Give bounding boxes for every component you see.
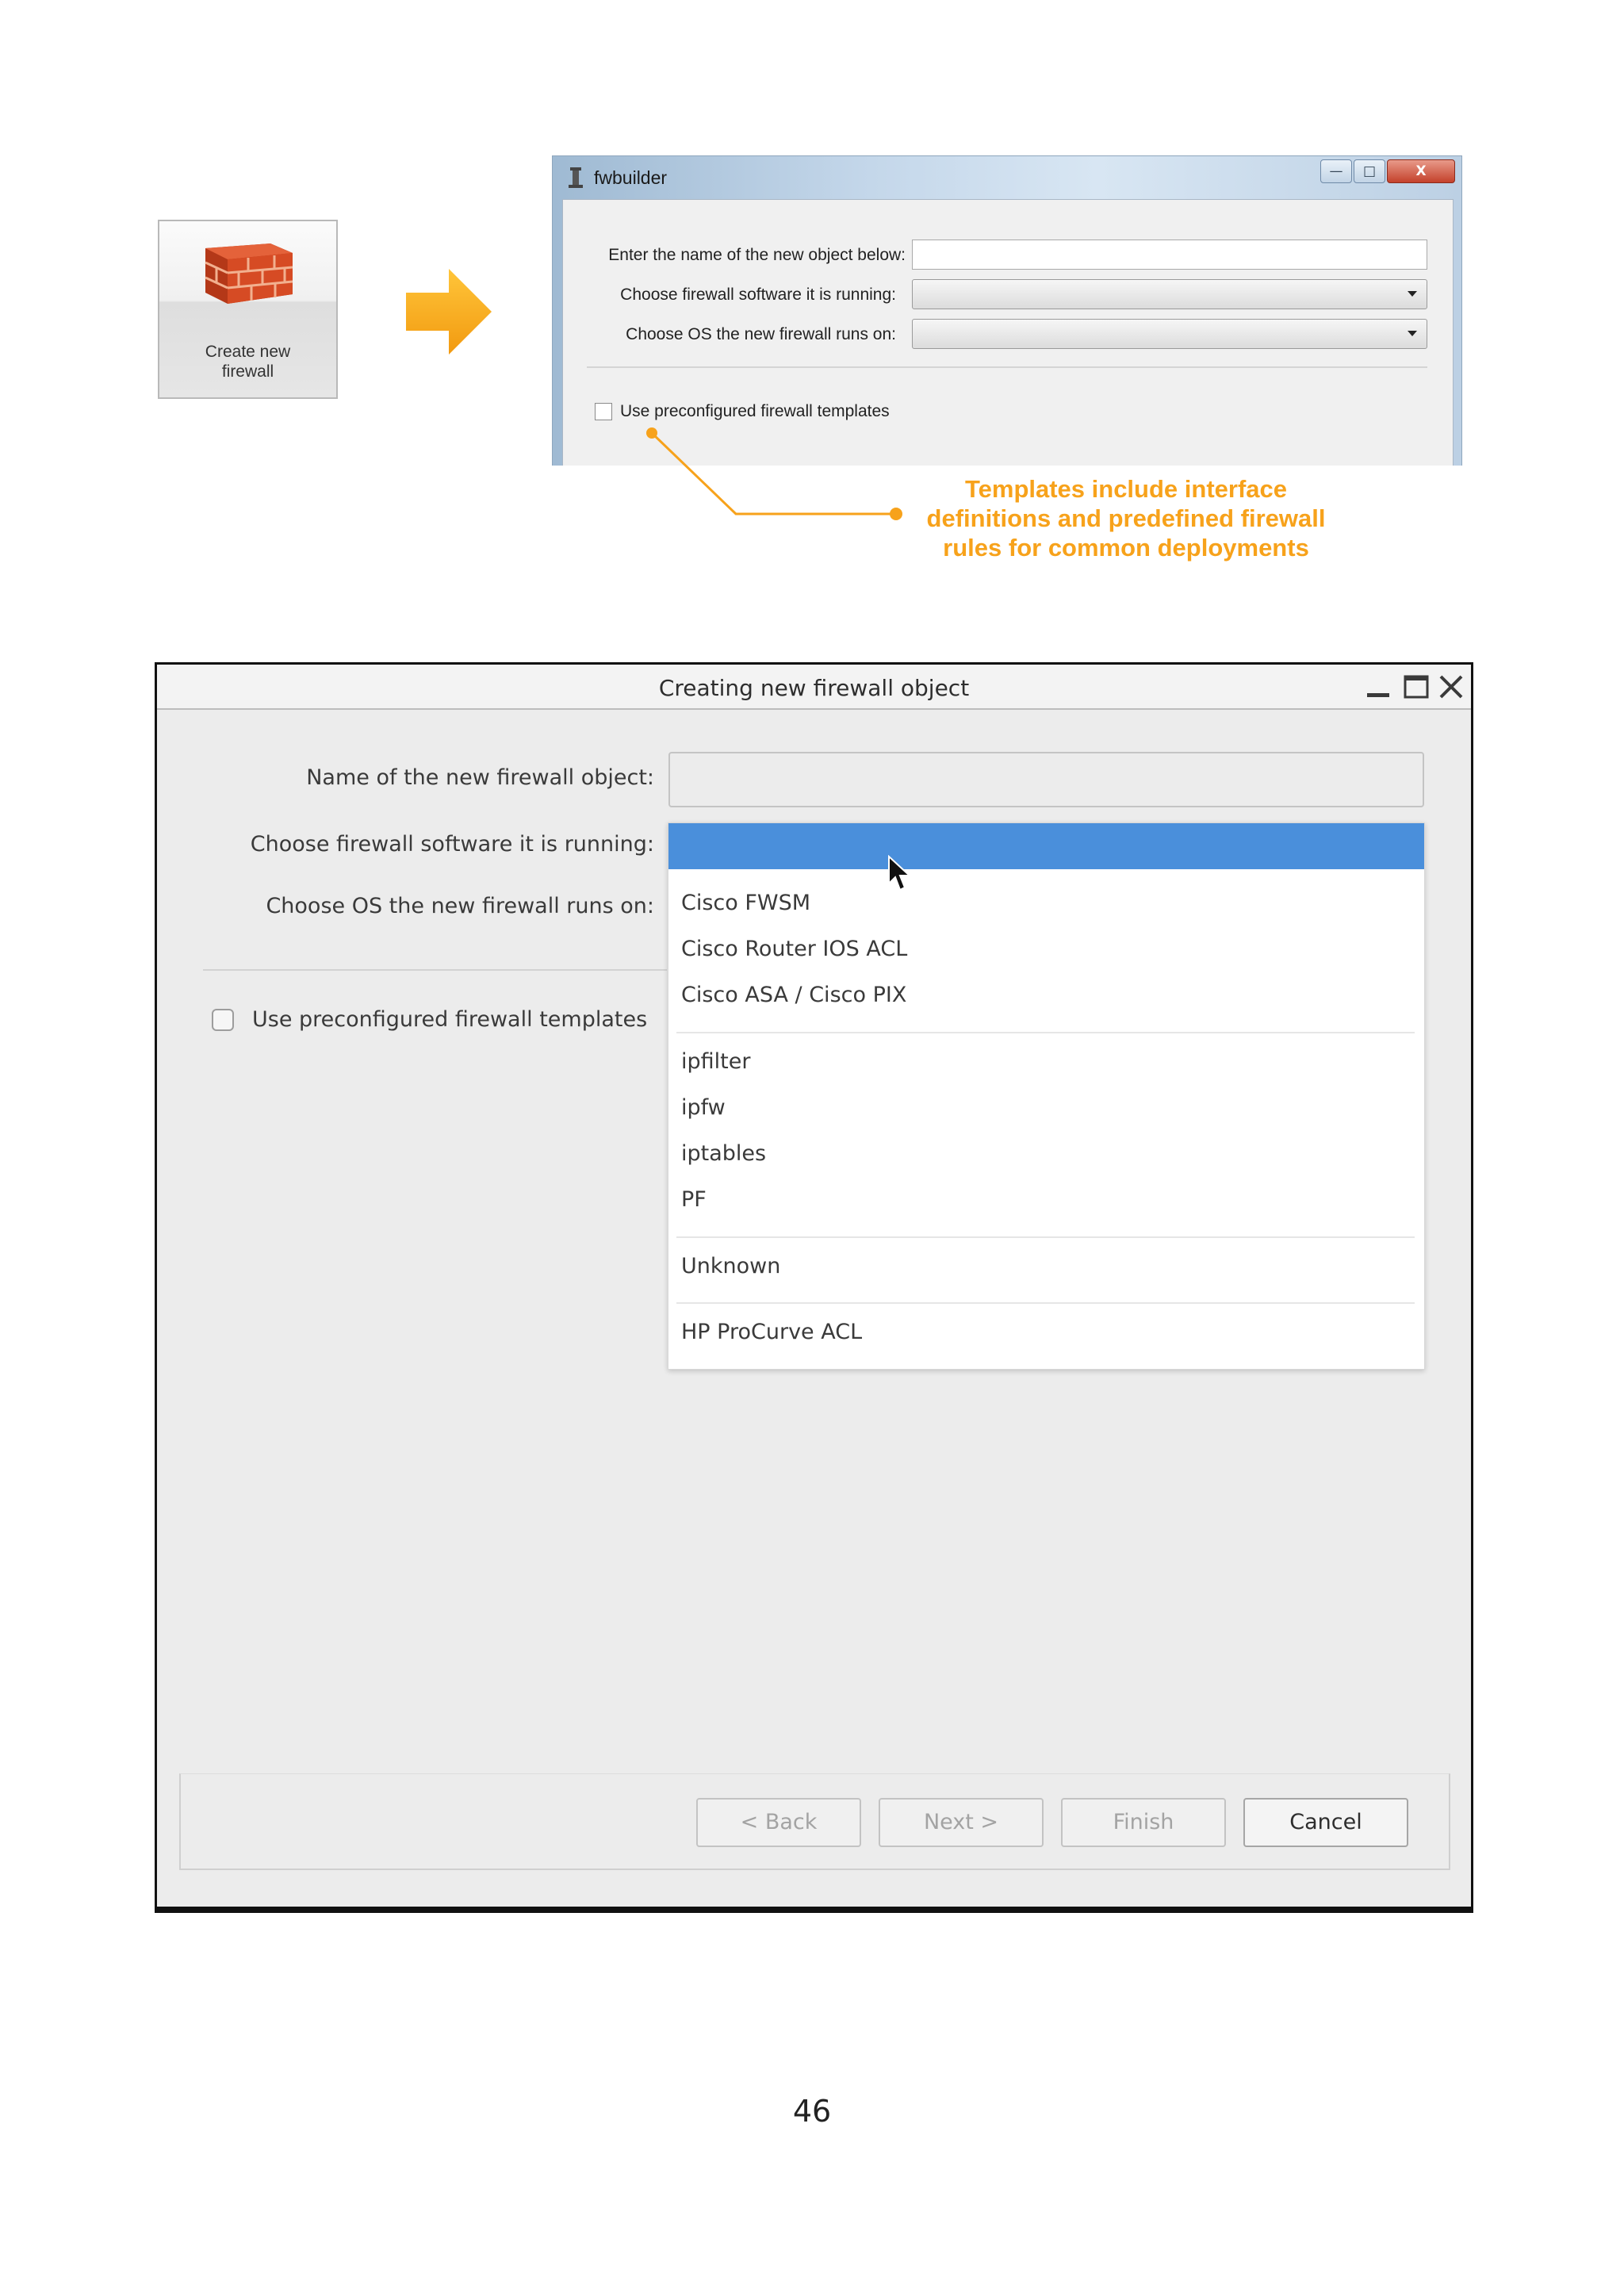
- create-tile-label: Create new firewall: [205, 343, 291, 381]
- dropdown-item-ipfilter[interactable]: ipfilter: [681, 1049, 751, 1074]
- brick-wall-icon: [199, 239, 298, 314]
- fwb-name-label: Enter the name of the new object below:: [608, 246, 906, 264]
- dialog-divider: [203, 969, 667, 971]
- software-label: Choose firewall software it is running:: [250, 832, 654, 857]
- create-new-firewall-tile[interactable]: [158, 220, 338, 399]
- fwb-close-icon[interactable]: X: [1387, 159, 1455, 183]
- maximize-icon[interactable]: [1400, 671, 1432, 703]
- dropdown-item-cisco-asa-pix[interactable]: Cisco ASA / Cisco PIX: [681, 983, 907, 1007]
- dropdown-item-hp-procurve-acl[interactable]: HP ProCurve ACL: [681, 1320, 863, 1344]
- wizard-button-bar: [179, 1773, 1450, 1870]
- fwb-os-select[interactable]: [912, 319, 1427, 349]
- dropdown-selected-item[interactable]: [668, 823, 1424, 869]
- minimize-icon[interactable]: [1362, 671, 1394, 703]
- dropdown-item-cisco-router-ios-acl[interactable]: Cisco Router IOS ACL: [681, 937, 908, 961]
- firewall-name-input[interactable]: [668, 752, 1424, 807]
- name-label: Name of the new firewall object:: [306, 765, 654, 790]
- next-button[interactable]: Next >: [879, 1798, 1044, 1847]
- dropdown-item-unknown[interactable]: Unknown: [681, 1254, 781, 1278]
- cancel-button[interactable]: Cancel: [1243, 1798, 1408, 1847]
- dropdown-separator: [676, 1032, 1415, 1033]
- fwb-name-input[interactable]: [912, 240, 1427, 270]
- fwb-software-label: Choose firewall software it is running:: [620, 286, 896, 304]
- fwb-divider: [587, 366, 1427, 368]
- mouse-cursor-icon: [887, 855, 914, 895]
- fwb-minimize-icon[interactable]: —: [1320, 159, 1352, 183]
- finish-button[interactable]: Finish: [1061, 1798, 1226, 1847]
- firewall-software-dropdown[interactable]: [668, 822, 1425, 1370]
- dropdown-separator: [676, 1302, 1415, 1304]
- fwbuilder-app-icon: [565, 166, 586, 190]
- chevron-down-icon: [1408, 291, 1417, 297]
- fwbuilder-window: [552, 155, 1462, 466]
- fwb-os-label: Choose OS the new firewall runs on:: [626, 325, 896, 343]
- chevron-down-icon: [1408, 331, 1417, 336]
- fwb-templates-label: Use preconfigured firewall templates: [620, 402, 890, 420]
- dropdown-item-pf[interactable]: PF: [681, 1187, 707, 1212]
- close-icon[interactable]: [1435, 671, 1467, 703]
- dropdown-item-cisco-fwsm[interactable]: Cisco FWSM: [681, 891, 811, 915]
- templates-label: Use preconfigured firewall templates: [252, 1007, 648, 1032]
- callout-line: [634, 420, 920, 523]
- back-button[interactable]: < Back: [696, 1798, 861, 1847]
- dialog-titlebar: [157, 665, 1471, 710]
- os-label: Choose OS the new firewall runs on:: [266, 894, 654, 918]
- dialog-title: Creating new firewall object: [658, 675, 970, 701]
- callout-text: Templates include interface definitions and predefined firewall rules for common deployments: [926, 475, 1326, 562]
- fwb-software-select[interactable]: [912, 279, 1427, 309]
- page-number: 46: [792, 2094, 832, 2129]
- new-firewall-dialog: [155, 662, 1473, 1909]
- templates-checkbox[interactable]: [212, 1009, 234, 1031]
- dropdown-item-iptables[interactable]: iptables: [681, 1141, 767, 1166]
- fwbuilder-title: fwbuilder: [594, 167, 668, 188]
- dropdown-separator: [676, 1236, 1415, 1238]
- arrow-right-icon: [404, 267, 493, 356]
- fwb-maximize-icon[interactable]: □: [1354, 159, 1385, 183]
- dropdown-item-ipfw[interactable]: ipfw: [681, 1095, 726, 1120]
- fwb-templates-checkbox[interactable]: [595, 403, 612, 420]
